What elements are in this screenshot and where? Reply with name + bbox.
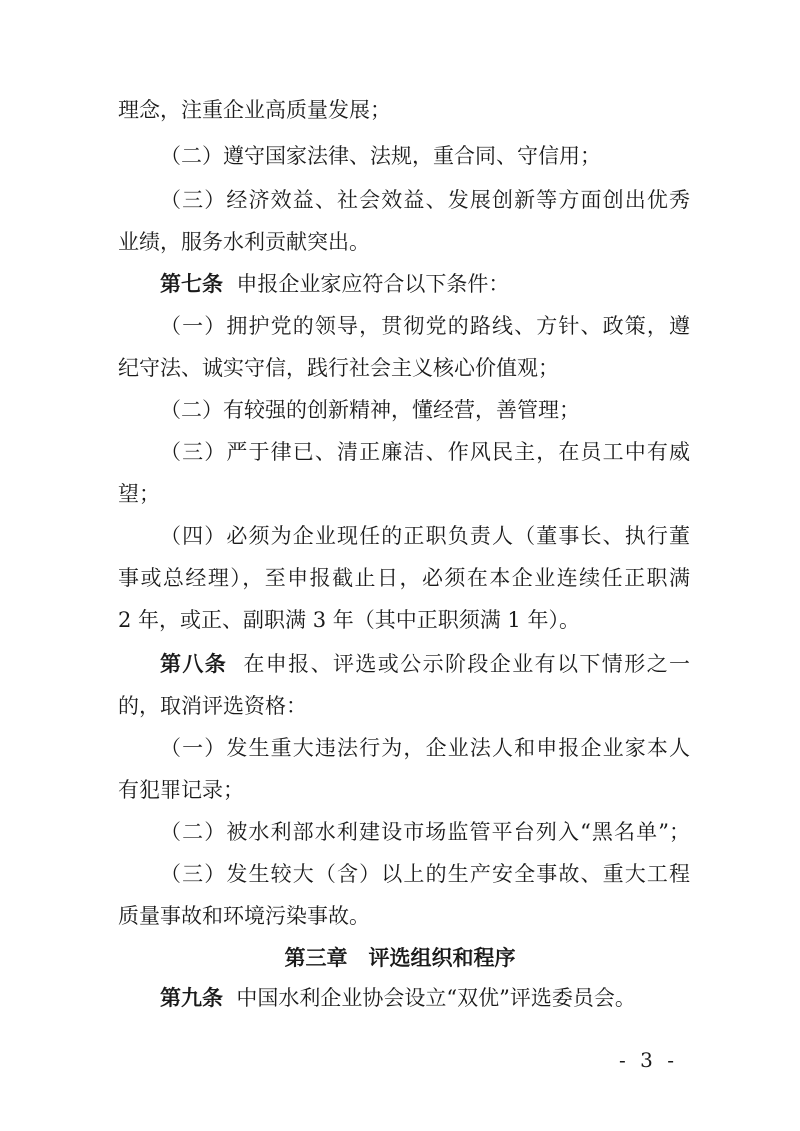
paragraph-line: 业绩，服务水利贡献突出。 bbox=[118, 230, 370, 254]
article-number: 第七条 bbox=[160, 272, 223, 296]
paragraph-line: 事或总经理），至申报截止日，必须在本企业连续任正职满 bbox=[118, 566, 690, 590]
paragraph-line: （二）被水利部水利建设市场监管平台列入“黑名单”； bbox=[160, 820, 690, 844]
paragraph-line: （三）发生较大（含）以上的生产安全事故、重大工程 bbox=[160, 862, 690, 886]
paragraph-line: 2 年，或正、副职满 3 年（其中正职须满 1 年）。 bbox=[118, 608, 580, 632]
paragraph-line: （二）遵守国家法律、法规，重合同、守信用； bbox=[160, 144, 601, 168]
paragraph-line: 理念，注重企业高质量发展； bbox=[118, 98, 391, 122]
paragraph-line: （二）有较强的创新精神，懂经营，善管理； bbox=[160, 398, 580, 422]
paragraph-line: （四）必须为企业现任的正职负责人（董事长、执行董 bbox=[160, 524, 690, 548]
article-heading-line: 第九条 中国水利企业协会设立“双优”评选委员会。 bbox=[160, 986, 636, 1010]
paragraph-line: 纪守法、诚实守信，践行社会主义核心价值观； bbox=[118, 356, 559, 380]
article-heading-line: 第七条 申报企业家应符合以下条件： bbox=[160, 272, 510, 296]
paragraph-line: （三）经济效益、社会效益、发展创新等方面创出优秀 bbox=[160, 188, 690, 212]
paragraph-line: 望； bbox=[118, 482, 160, 506]
paragraph-line: 的，取消评选资格： bbox=[118, 694, 307, 718]
article-number: 第九条 bbox=[160, 986, 223, 1010]
paragraph-line: （三）严于律已、清正廉洁、作风民主，在员工中有威 bbox=[160, 440, 690, 464]
paragraph-line: 质量事故和环境污染事故。 bbox=[118, 904, 370, 928]
paragraph-line: （一）发生重大违法行为，企业法人和申报企业家本人 bbox=[160, 736, 690, 760]
paragraph-line: （一）拥护党的领导，贯彻党的路线、方针、政策，遵 bbox=[160, 314, 690, 338]
paragraph-line: 有犯罪记录； bbox=[118, 778, 244, 802]
article-heading-line: 第八条 在申报、评选或公示阶段企业有以下情形之一 bbox=[160, 652, 691, 676]
page-number: - 3 - bbox=[619, 1048, 678, 1072]
chapter-title: 第三章 评选组织和程序 bbox=[284, 946, 516, 970]
article-number: 第八条 bbox=[160, 652, 228, 676]
